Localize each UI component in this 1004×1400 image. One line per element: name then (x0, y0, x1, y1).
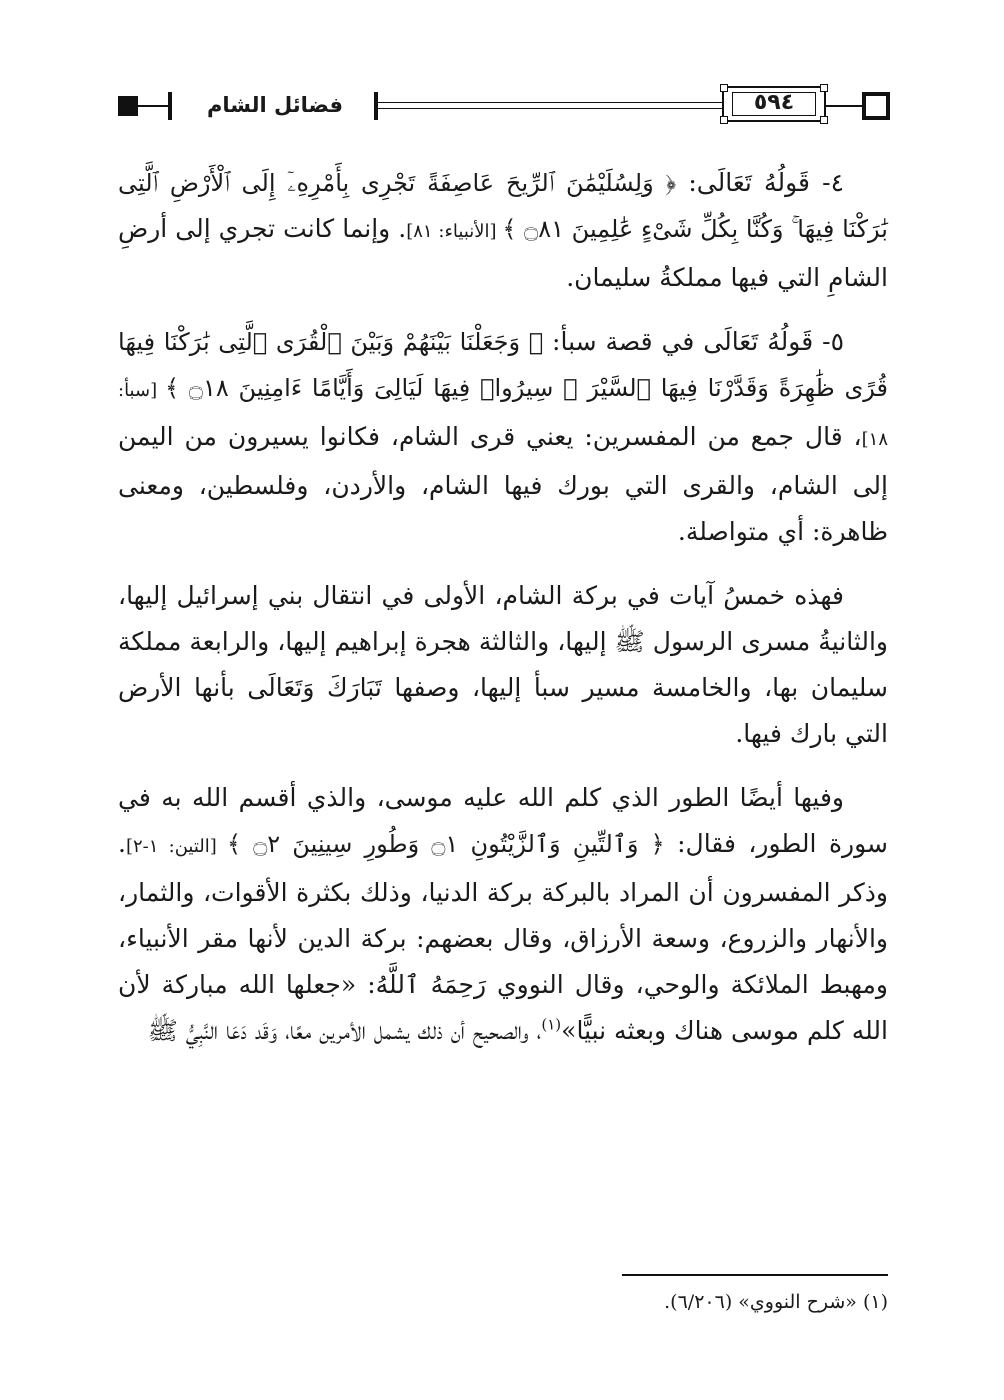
quran-verse: ﴿ وَجَعَلْنَا بَيْنَهُمْ وَبَيْنَ ٱلْقُرَى ٱلَّتِى بَٰرَكْنَا فِيهَا قُرًى ظَٰهِرَةً وَقَدَّرْنَا فِيهَا ٱلسَّيْرَ ۖ سِيرُوا۟ فِيهَا لَيَالِىَ وَأَيَّامًا ءَامِنِينَ ۝١٨ ﴾ (118, 328, 889, 402)
footnote-marker: (١) (541, 1015, 562, 1034)
frame-corner (820, 116, 828, 124)
paragraph-text: ٤- قَولُهُ تَعَالَى: (676, 168, 844, 197)
paragraph-p2 (118, 319, 888, 555)
paragraph-p1 (118, 160, 888, 301)
verse-reference: [التين: ١-٢] (125, 836, 228, 857)
running-title: فضائل الشام (180, 90, 370, 120)
paragraph-text: ، قال جمع من المفسرين: يعني قرى الشام، فكانوا يسيرون من اليمن إلى الشام، والقرى التي بورك فيها الشام، والأردن، وفلسطين، ومعنى ظاهرة: أي متواصلة. (118, 422, 888, 546)
header-rule-left (138, 105, 168, 107)
header-rule-bottom (378, 108, 722, 109)
frame-corner (720, 116, 728, 124)
page-header (118, 86, 888, 126)
paragraph-p4 (118, 775, 888, 1054)
page-number-frame (722, 86, 826, 122)
header-rule-top (378, 102, 722, 103)
page-number: ٥٩٤ (753, 90, 795, 115)
footnote-separator (622, 1274, 888, 1276)
paragraph-text: . وإنما كانت تجري إلى أرضِ الشامِ التي فيها مملكةُ سليمان. (118, 214, 888, 292)
paragraph-text: ٥- قَولُهُ تَعَالَى في قصة سبأ: (543, 327, 844, 356)
footnote: (١) «شرح النووي» (٦/٢٠٦). (664, 1291, 888, 1313)
paragraph-text: . وذكر المفسرون أن المراد بالبركة بركة الدنيا، وذلك بكثرة الأقوات، والثمار، والأنهار والزروع، وسعة الأرزاق، وقال بعضهم: بركة الدين لأنها مقر الأنبياء، ومهبط الملائكة والوحي، وقال النووي رَحِمَهُ ٱللَّهُ: «جعلها الله مباركة لأن الله كلم موسى هناك وبعثه نبيًّا» (118, 829, 888, 1045)
header-right-square (862, 92, 890, 120)
header-rule-right (826, 105, 862, 107)
header-left-square (118, 96, 138, 116)
verse-reference: [سبأ: ١٨] (118, 380, 888, 450)
paragraph-text: وفيها أيضًا الطور الذي كلم الله عليه موسى، والذي أقسم الله به في سورة الطور، فقال: (118, 783, 888, 858)
quran-verse: ﴿ وَٱلتِّينِ وَٱلزَّيْتُونِ ۝١ وَطُورِ سِينِينَ ۝٢ ﴾ (227, 830, 665, 858)
header-bar-mid (374, 92, 378, 120)
paragraph-text: ، والصحيح أن ذلك يشمل الأمرين معًا، وَقَد دَعَا النَّبِيُّ ﷺ (147, 1016, 542, 1045)
paragraph-p3 (118, 573, 888, 757)
paragraph-text: فهذه خمسُ آيات في بركة الشام، الأولى في انتقال بني إسرائيل إليها، والثانيةُ مسرى الرسول ﷺ إليها، والثالثة هجرة إبراهيم إليها، والرابعة مملكة سليمان بها، والخامسة مسير سبأ إليها، وصفها تَبَارَكَ وَتَعَالَى بأنها الأرض التي بارك فيها. (118, 581, 888, 748)
header-bar-left (168, 92, 172, 120)
body-text (118, 160, 888, 1072)
quran-verse: ﴿ وَلِسُلَيْمَٰنَ ٱلرِّيحَ عَاصِفَةً تَجْرِى بِأَمْرِهِۦٓ إِلَى ٱلْأَرْضِ ٱلَّتِى بَٰرَكْنَا فِيهَا ۚ وَكُنَّا بِكُلِّ شَىْءٍ عَٰلِمِينَ ۝٨١ ﴾ (118, 169, 888, 243)
verse-reference: [الأنبياء: ٨١] (406, 221, 503, 242)
